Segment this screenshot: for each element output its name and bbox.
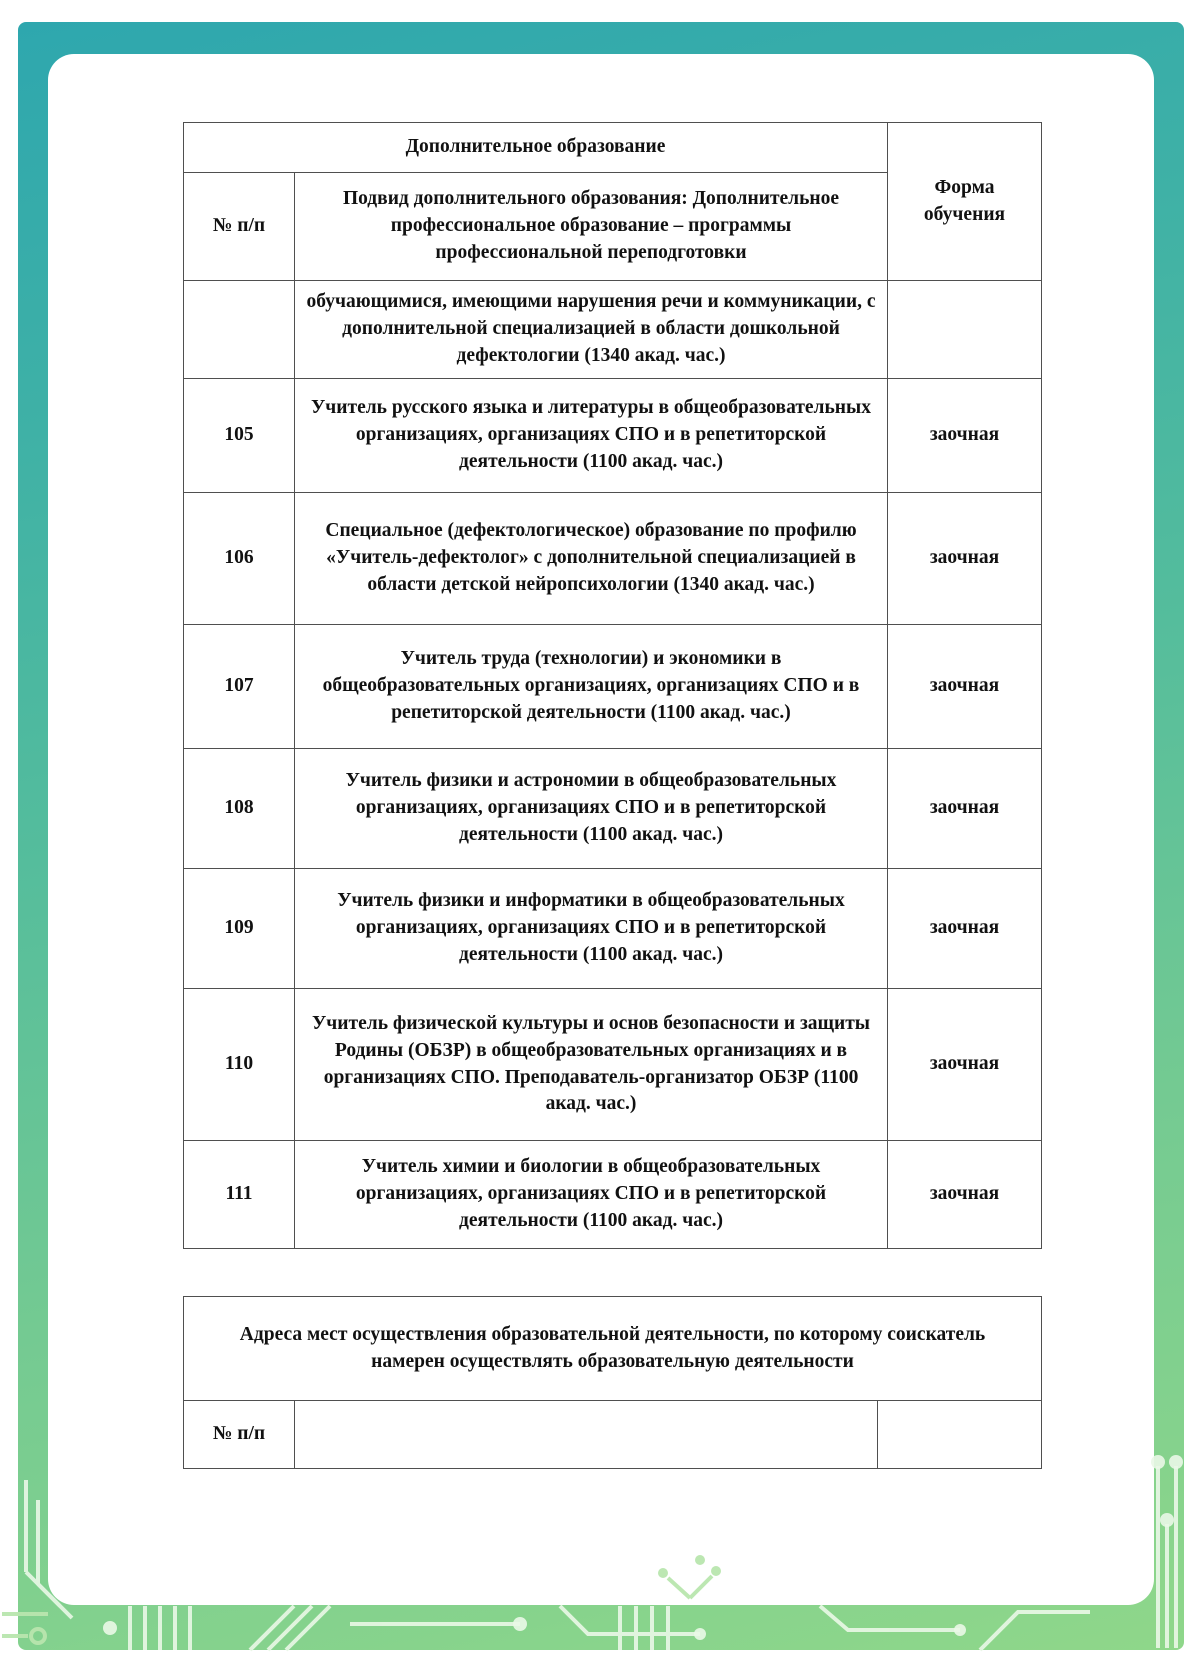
table-row — [184, 281, 1042, 379]
additional-education-table — [183, 122, 1042, 1249]
program-name: Учитель труда (технологии) и экономики в общеобразовательных организациях, организациях СПО и в репетиторской деятельности (1100 акад. час.) — [295, 625, 888, 749]
program-name: Учитель русского языка и литературы в общеобразовательных организациях, организациях СПО и в репетиторской деятельности (1100 акад. час.) — [295, 379, 888, 493]
table-group-header-row — [184, 123, 1042, 173]
program-name: Учитель физики и астрономии в общеобразовательных организациях, организациях СПО и в репетиторской деятельности (1100 акад. час.) — [295, 749, 888, 869]
table-row — [184, 989, 1042, 1141]
row-number: 110 — [184, 989, 295, 1141]
addresses-table-title: Адреса мест осуществления образовательной деятельности, по которому соискатель намерен осуществлять образовательную деятельности — [184, 1297, 1042, 1401]
education-form: заочная — [888, 1141, 1042, 1249]
table-row — [184, 1141, 1042, 1249]
education-form: заочная — [888, 625, 1042, 749]
row-number: 107 — [184, 625, 295, 749]
education-form — [888, 281, 1042, 379]
table-row — [184, 869, 1042, 989]
table-row — [184, 493, 1042, 625]
education-form: заочная — [888, 989, 1042, 1141]
program-name: Учитель физики и информатики в общеобразовательных организациях, организациях СПО и в репетиторской деятельности (1100 акад. час.) — [295, 869, 888, 989]
row-number: 109 — [184, 869, 295, 989]
addresses-row-address-cell — [295, 1401, 878, 1469]
program-name: Учитель химии и биологии в общеобразовательных организациях, организациях СПО и в репетиторской деятельности (1100 акад. час.) — [295, 1141, 888, 1249]
row-number — [184, 281, 295, 379]
program-name: Специальное (дефектологическое) образование по профилю «Учитель-дефектолог» с дополнительной специализацией в области детской нейропсихологии (1340 акад. час.) — [295, 493, 888, 625]
education-form: заочная — [888, 379, 1042, 493]
row-number: 105 — [184, 379, 295, 493]
addresses-table — [183, 1296, 1042, 1469]
row-number: 111 — [184, 1141, 295, 1249]
column-header-num: № п/п — [184, 173, 295, 281]
education-form: заочная — [888, 869, 1042, 989]
table-row — [184, 625, 1042, 749]
addresses-row-extra-cell — [878, 1401, 1042, 1469]
column-header-program: Подвид дополнительного образования: Дополнительное профессиональное образование – программы профессиональной переподготовки — [295, 173, 888, 281]
program-name: обучающимися, имеющими нарушения речи и коммуникации, с дополнительной специализацией в области дошкольной дефектологии (1340 акад. час.) — [295, 281, 888, 379]
addresses-data-row — [184, 1401, 1042, 1469]
addresses-row-num-label: № п/п — [184, 1401, 295, 1469]
row-number: 106 — [184, 493, 295, 625]
group-title: Дополнительное образование — [184, 123, 888, 173]
education-form: заочная — [888, 749, 1042, 869]
program-name: Учитель физической культуры и основ безопасности и защиты Родины (ОБЗР) в общеобразовательных организациях и в организациях СПО. Преподаватель-организатор ОБЗР (1100 акад. час.) — [295, 989, 888, 1141]
table-row — [184, 749, 1042, 869]
education-form: заочная — [888, 493, 1042, 625]
table-row — [184, 379, 1042, 493]
column-header-form: Форма обучения — [888, 123, 1042, 281]
addresses-title-row — [184, 1297, 1042, 1401]
row-number: 108 — [184, 749, 295, 869]
document-content — [183, 122, 1041, 1469]
